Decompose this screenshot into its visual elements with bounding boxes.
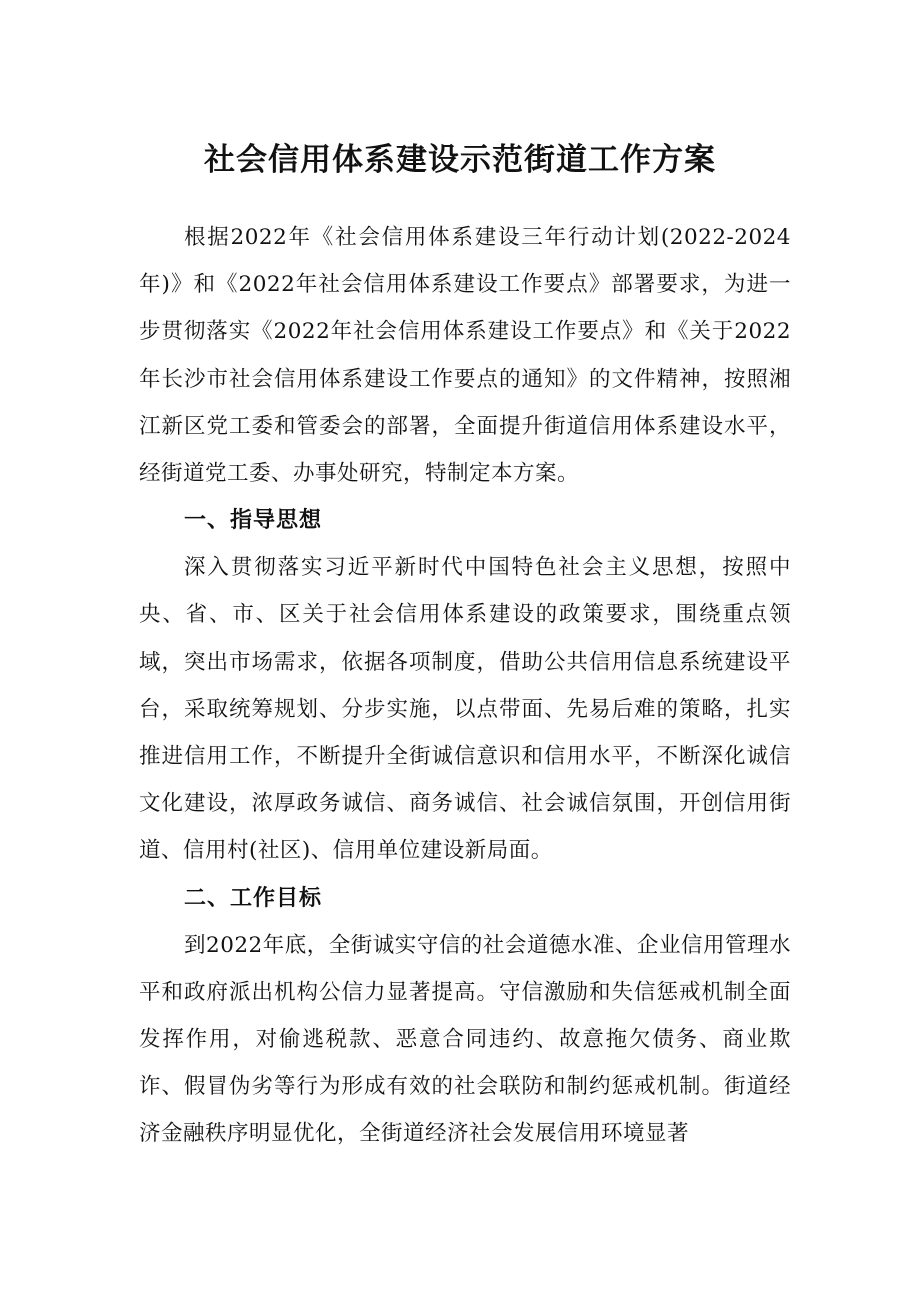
section-heading-guiding-ideology: 一、指导思想: [184, 508, 323, 534]
section-heading-work-goals: 二、工作目标: [184, 885, 323, 911]
document-title: 社会信用体系建设示范街道工作方案: [204, 142, 716, 178]
section-paragraph-work-goals: 到2022年底，全街诚实守信的社会道德水准、企业信用管理水平和政府派出机构公信力显著提高。守信激励和失信惩戒机制全面发挥作用，对偷逃税款、恶意合同违约、故意拖欠债务、商业欺诈、假冒伪劣等行为形成有效的社会联防和制约惩戒机制。街道经济金融秩序明显优化，全街道经济社会发展信用环境显著: [139, 932, 791, 1147]
intro-paragraph: 根据2022年《社会信用体系建设三年行动计划(2022-2024年)》和《2022年社会信用体系建设工作要点》部署要求，为进一步贯彻落实《2022年社会信用体系建设工作要点》和《关于2022年长沙市社会信用体系建设工作要点的通知》的文件精神，按照湘江新区党工委和管委会的部署，全面提升街道信用体系建设水平，经街道党工委、办事处研究，特制定本方案。: [139, 225, 791, 487]
document-body: [139, 214, 791, 1158]
section-paragraph-guiding-ideology: 深入贯彻落实习近平新时代中国特色社会主义思想，按照中央、省、市、区关于社会信用体系建设的政策要求，围绕重点领域，突出市场需求，依据各项制度，借助公共信用信息系统建设平台，采取统筹规划、分步实施，以点带面、先易后难的策略，扎实推进信用工作，不断提升全街诚信意识和信用水平，不断深化诚信文化建设，浓厚政务诚信、商务诚信、社会诚信氛围，开创信用街道、信用村(社区)、信用单位建设新局面。: [139, 555, 791, 864]
